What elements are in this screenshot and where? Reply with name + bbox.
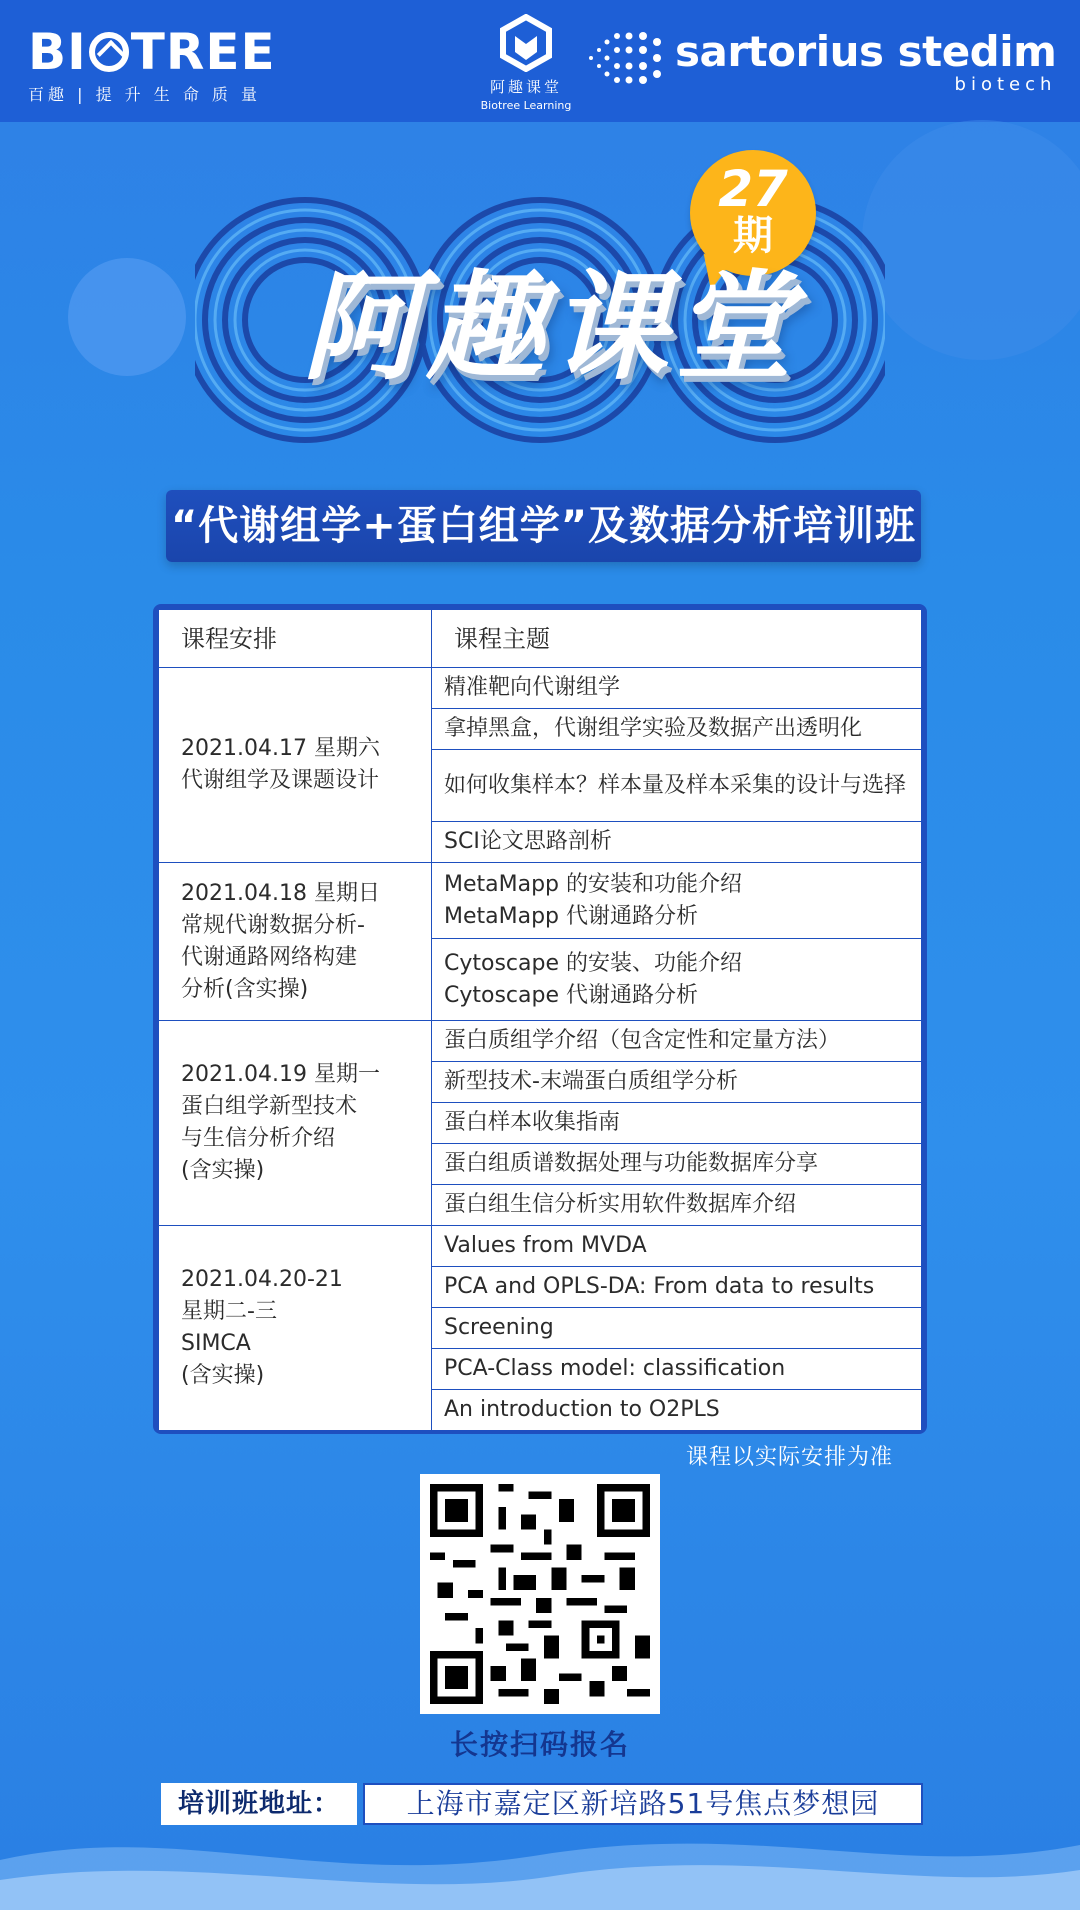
schedule-line: 常规代谢数据分析- xyxy=(181,912,365,938)
topic-cell: Screening xyxy=(432,1308,922,1349)
topic-cell: Cytoscape 的安装、功能介绍 Cytoscape 代谢通路分析 xyxy=(432,939,922,1021)
topic-cell: An introduction to O2PLS xyxy=(432,1390,922,1431)
sartorius-logo xyxy=(585,28,1056,95)
topic-cell: Values from MVDA xyxy=(432,1226,922,1267)
schedule-line: 星期二-三 xyxy=(181,1299,277,1324)
decor-circle xyxy=(68,258,186,376)
table-header: 课程主题 xyxy=(432,610,922,668)
schedule-line: SIMCA xyxy=(181,1331,251,1356)
biotree-wordmark xyxy=(28,23,276,81)
qr-caption: 长按扫码报名 xyxy=(449,1728,630,1761)
topic-cell: SCI论文思路剖析 xyxy=(432,822,922,863)
sartorius-sub: biotech xyxy=(954,74,1057,95)
address-value: 上海市嘉定区新培路51号焦点梦想园 xyxy=(363,1783,923,1825)
session-schedule xyxy=(159,1226,432,1431)
qr-code-icon[interactable] xyxy=(420,1474,660,1714)
course-subtitle: “代谢组学+蛋白组学”及数据分析培训班 xyxy=(166,490,921,562)
brand-part-a: BI xyxy=(28,23,87,81)
schedule-line: 与生信分析介绍 xyxy=(181,1126,336,1151)
decor-wave xyxy=(0,1800,1080,1910)
biotree-slogan: 百趣 | 提 升 生 命 质 量 xyxy=(28,85,261,104)
schedule-note: 课程以实际安排为准 xyxy=(686,1445,894,1470)
topic-cell: MetaMapp 的安装和功能介绍 MetaMapp 代谢通路分析 xyxy=(432,863,922,939)
schedule-line: (含实操) xyxy=(181,1158,265,1183)
schedule-table xyxy=(153,604,927,1434)
schedule-line: 代谢组学及课题设计 xyxy=(181,768,380,793)
topic-cell: 蛋白组生信分析实用软件数据库介绍 xyxy=(432,1185,922,1226)
session-schedule xyxy=(159,863,432,1021)
biotree-logo xyxy=(28,23,276,105)
brand-part-b: TREE xyxy=(130,23,276,81)
topic-cell: 精准靶向代谢组学 xyxy=(432,668,922,709)
session-schedule xyxy=(159,668,432,863)
main-title: 阿趣课堂 xyxy=(301,258,798,396)
topic-cell: 蛋白样本收集指南 xyxy=(432,1103,922,1144)
biotree-leaf-icon xyxy=(89,32,129,72)
topic-cell: 拿掉黑盒，代谢组学实验及数据产出透明化 xyxy=(432,709,922,750)
schedule-line: 2021.04.17 星期六 xyxy=(181,736,380,761)
hexagon-logo-icon xyxy=(497,14,555,72)
learning-cn-name: 阿趣课堂 xyxy=(489,78,562,96)
topic-cell: PCA-Class model: classification xyxy=(432,1349,922,1390)
topic-cell: 蛋白质组学介绍（包含定性和定量方法） xyxy=(432,1021,922,1062)
schedule-line: 分析(含实操) xyxy=(181,976,309,1002)
schedule-line: 2021.04.18 星期日 xyxy=(181,880,380,906)
header-bar xyxy=(0,0,1080,122)
topic-cell: PCA and OPLS-DA: From data to results xyxy=(432,1267,922,1308)
schedule-line: 代谢通路网络构建 xyxy=(181,944,358,970)
schedule-line: 2021.04.19 星期一 xyxy=(181,1062,380,1087)
issue-unit: 期 xyxy=(733,213,773,259)
address-label: 培训班地址： xyxy=(161,1783,357,1825)
session-schedule xyxy=(159,1021,432,1226)
schedule-line: 2021.04.20-21 xyxy=(181,1267,343,1292)
issue-number: 27 xyxy=(718,160,788,218)
sartorius-name: sartorius stedim xyxy=(675,27,1057,76)
dot-grid-logo-icon xyxy=(585,28,665,88)
topic-cell: 如何收集样本？样本量及样本采集的设计与选择 xyxy=(432,750,922,822)
topic-cell: 蛋白组质谱数据处理与功能数据库分享 xyxy=(432,1144,922,1185)
table-header: 课程安排 xyxy=(159,610,432,668)
schedule-line: 蛋白组学新型技术 xyxy=(181,1094,358,1119)
schedule-line: (含实操) xyxy=(181,1363,265,1388)
biotree-learning-logo xyxy=(466,14,586,112)
topic-cell: 新型技术-末端蛋白质组学分析 xyxy=(432,1062,922,1103)
learning-en-name: Biotree Learning xyxy=(480,99,572,112)
